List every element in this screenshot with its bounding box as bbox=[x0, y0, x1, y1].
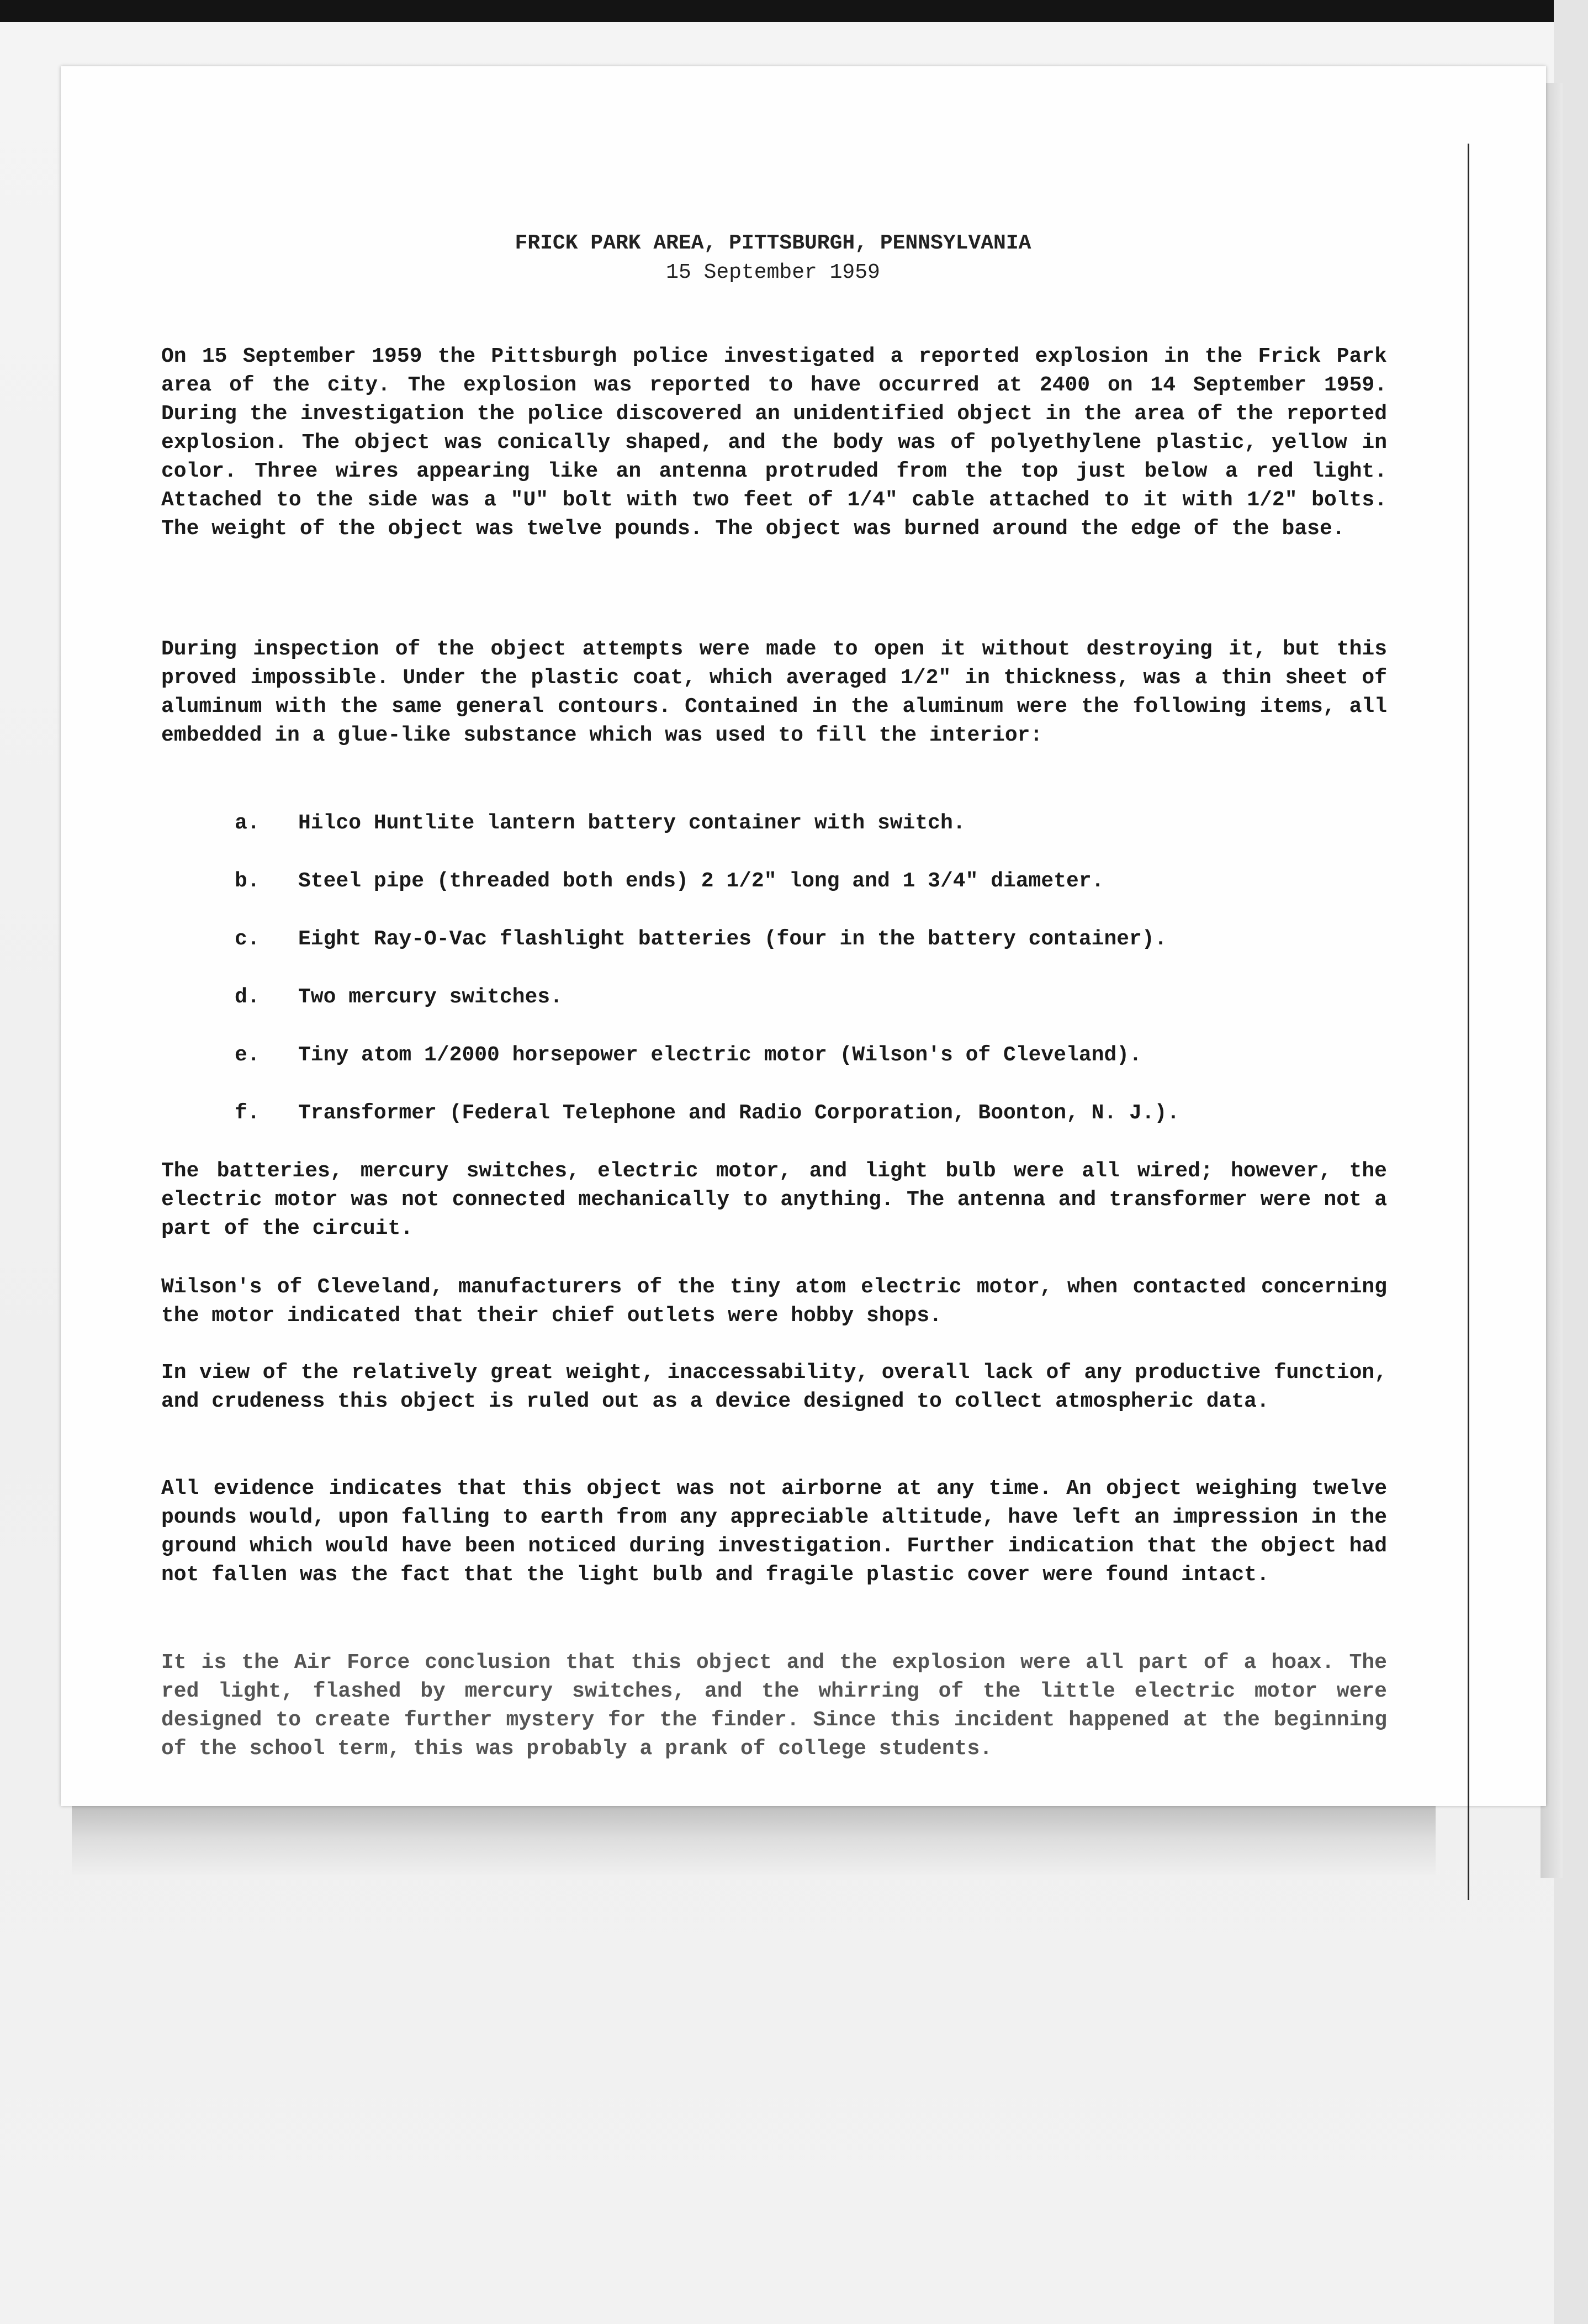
list-item-letter: d. bbox=[235, 985, 260, 1009]
list-item bbox=[235, 925, 1394, 954]
paragraph-wiring: The batteries, mercury switches, electric motor, and light bulb were all wired; however, the electric motor was not connected mechanically to anything. The antenna and transformer were not a part of the circuit. bbox=[161, 1159, 1387, 1240]
list-item-text: Tiny atom 1/2000 horsepower electric motor (Wilson's of Cleveland). bbox=[298, 1043, 1142, 1067]
list-item-letter: f. bbox=[235, 1101, 260, 1125]
list-item-text: Steel pipe (threaded both ends) 2 1/2" long and 1 3/4" diameter. bbox=[298, 869, 1104, 893]
list-item-text: Hilco Huntlite lantern battery container with switch. bbox=[298, 811, 966, 835]
document-title: FRICK PARK AREA, PITTSBURGH, PENNSYLVANIA bbox=[515, 231, 1031, 255]
paragraph-incident: On 15 September 1959 the Pittsburgh police investigated a reported explosion in the Frick Park area of the city. The explosion was reported to have occurred at 2400 on 14 September 1959. During the investigation the police discovered an unidentified object in the area of the reported explosion. The object was conically shaped, and the body was of polyethylene plastic, yellow in color. Three wires appearing like an antenna protruded from the top just below a red light. Attached to the side was a "U" bolt with two feet of 1/4" cable attached to it with 1/2" bolts. The weight of the object was twelve pounds. The object was burned around the edge of the base. bbox=[161, 345, 1387, 541]
list-item-text: Transformer (Federal Telephone and Radio Corporation, Boonton, N. J.). bbox=[298, 1101, 1180, 1125]
list-item bbox=[235, 867, 1394, 896]
film-border-top bbox=[0, 0, 1588, 22]
list-item-letter: c. bbox=[235, 927, 260, 951]
list-item bbox=[235, 1041, 1394, 1070]
page-edge-line bbox=[1468, 144, 1469, 1900]
paragraph-assessment: In view of the relatively great weight, inaccessability, overall lack of any productive function, and crudeness this object is ruled out as a device designed to collect atmospheric data. bbox=[161, 1361, 1387, 1413]
list-item-text: Two mercury switches. bbox=[298, 985, 563, 1009]
list-item-text: Eight Ray-O-Vac flashlight batteries (four in the battery container). bbox=[298, 927, 1167, 951]
list-item-letter: a. bbox=[235, 811, 260, 835]
page-bottom-shadow bbox=[72, 1803, 1436, 1875]
list-item bbox=[235, 809, 1394, 838]
list-item bbox=[235, 1099, 1394, 1128]
paragraph-conclusion: It is the Air Force conclusion that this object and the explosion were all part of a hoax. The red light, flashed by mercury switches, and the whirring of the little electric motor were designed to create further mystery for the finder. Since this incident happened at the beginning of the school term, this was probably a prank of college students. bbox=[161, 1651, 1387, 1761]
list-item-letter: e. bbox=[235, 1043, 260, 1067]
paragraph-inspection: During inspection of the object attempts were made to open it without destroying it, but this proved impossible. Under the plastic coat, which averaged 1/2" in thickness, was a thin sheet of aluminum with the same general contours. Contained in the aluminum were the following items, all embedded in a glue-like substance which was used to fill the interior: bbox=[161, 637, 1387, 747]
list-item bbox=[235, 983, 1394, 1012]
paragraph-manufacturer: Wilson's of Cleveland, manufacturers of the tiny atom electric motor, when contacted concerning the motor indicated that their chief outlets were hobby shops. bbox=[161, 1275, 1387, 1328]
paragraph-evidence: All evidence indicates that this object was not airborne at any time. An object weighing twelve pounds would, upon falling to earth from any appreciable altitude, have left an impression in the ground which would have been noticed during investigation. Further indication that the object had not fallen was the fact that the light bulb and fragile plastic cover were found intact. bbox=[161, 1477, 1387, 1587]
document-date: 15 September 1959 bbox=[666, 261, 880, 284]
list-item-letter: b. bbox=[235, 869, 260, 893]
